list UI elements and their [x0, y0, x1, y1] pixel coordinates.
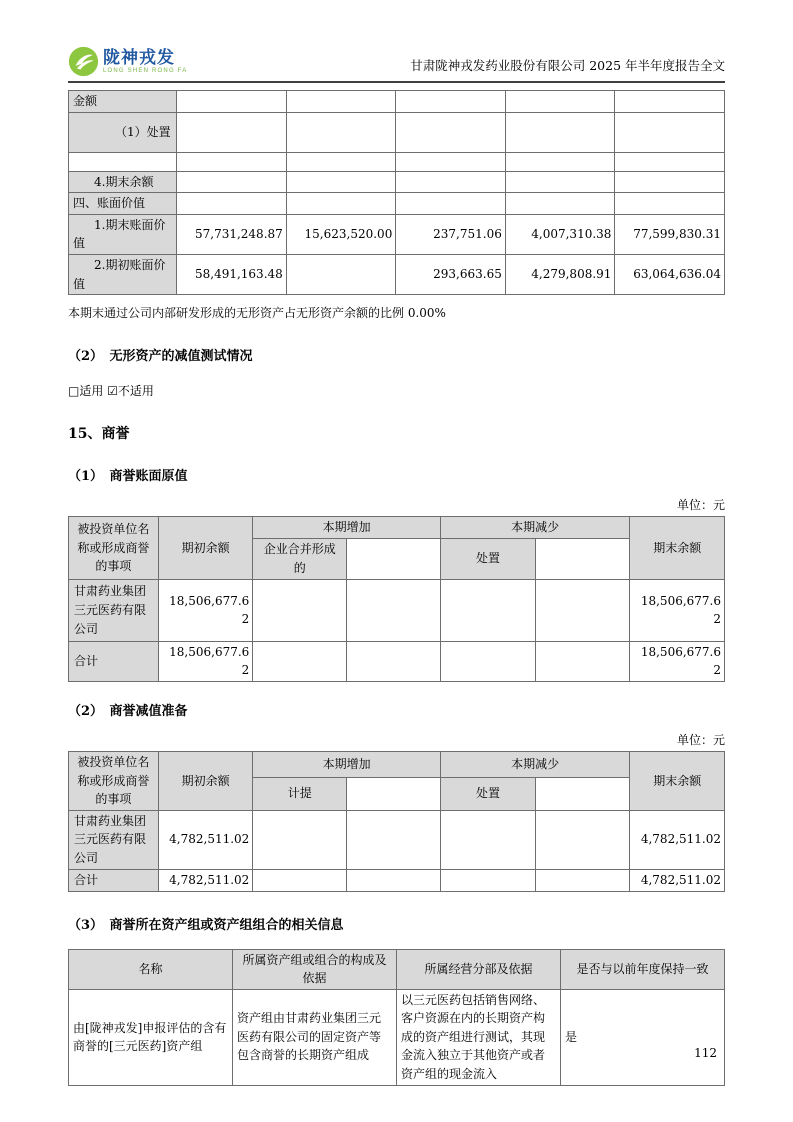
amount-cell — [177, 152, 287, 171]
amount-cell — [440, 641, 535, 681]
amount-cell: 57,731,248.87 — [177, 214, 287, 254]
amount-cell — [253, 869, 347, 891]
goodwill-cost-table — [68, 516, 725, 682]
amount-cell: 237,751.06 — [396, 214, 506, 254]
rd-ratio-note: 本期末通过公司内部研发形成的无形资产占无形资产余额的比例 0.00% — [68, 306, 446, 321]
logo-bird-icon — [68, 46, 99, 77]
amount-cell — [505, 91, 615, 113]
table-row — [69, 152, 725, 171]
amount-cell: 4,279,808.91 — [505, 254, 615, 294]
applicability-line: □适用 ☑不适用 — [68, 384, 154, 399]
row-label-cell: 四、账面价值 — [69, 193, 177, 215]
amount-cell: 63,064,636.04 — [615, 254, 725, 294]
amount-cell — [253, 641, 347, 681]
table-header-row — [69, 751, 725, 777]
amount-cell — [253, 810, 347, 869]
document-title: 甘肃陇神戎发药业股份有限公司 2025 年半年度报告全文 — [410, 58, 725, 73]
heading-goodwill-impairment: （2） 商誉减值准备 — [68, 703, 188, 719]
amount-cell — [505, 112, 615, 152]
row-label-cell: 甘肃药业集团三元医药有限公司 — [69, 579, 159, 641]
amount-cell: 4,782,511.02 — [630, 810, 725, 869]
row-label-cell: 金额 — [69, 91, 177, 113]
amount-cell — [505, 152, 615, 171]
amount-cell — [396, 171, 506, 193]
amount-cell — [536, 641, 630, 681]
cell-asset-group-segment: 以三元医药包括销售网络、客户资源在内的长期资产构成的资产组进行测试，其现金流入独立于其他资产或者资产组的现金流入 — [397, 989, 561, 1085]
header-cell-opening: 期初余额 — [158, 517, 252, 580]
subheader-cell: 处置 — [440, 777, 535, 810]
header-cell-opening: 期初余额 — [158, 751, 252, 810]
cell-asset-group-consistency: 是 — [561, 989, 725, 1085]
amount-cell — [505, 193, 615, 215]
heading-goodwill-cost: （1） 商誉账面原值 — [68, 469, 188, 485]
amount-cell: 4,007,310.38 — [505, 214, 615, 254]
row-label-cell: 甘肃药业集团三元医药有限公司 — [69, 810, 159, 869]
amount-cell — [440, 810, 535, 869]
amount-cell: 4,782,511.02 — [158, 869, 252, 891]
subheader-cell: 处置 — [440, 538, 535, 579]
amount-cell — [347, 810, 441, 869]
subheader-cell-empty — [536, 538, 630, 579]
table-header-row — [69, 517, 725, 539]
table-row — [69, 171, 725, 193]
header-cell-increase: 本期增加 — [253, 751, 441, 777]
header-cell-closing: 期末余额 — [630, 751, 725, 810]
subheader-cell-empty — [347, 538, 441, 579]
table-row — [69, 112, 725, 152]
amount-cell — [615, 193, 725, 215]
header-cell-composition: 所属资产组或组合的构成及依据 — [233, 949, 397, 989]
heading-asset-group: （3） 商誉所在资产组或资产组组合的相关信息 — [68, 917, 344, 933]
amount-cell — [440, 579, 535, 641]
amount-cell: 18,506,677.62 — [158, 641, 252, 681]
amount-cell — [253, 579, 347, 641]
amount-cell — [396, 193, 506, 215]
amount-cell — [615, 91, 725, 113]
row-label-cell — [69, 152, 177, 171]
header-cell-name: 名称 — [69, 949, 233, 989]
subheader-cell-empty — [536, 777, 630, 810]
amount-cell — [396, 152, 506, 171]
amount-cell — [536, 869, 630, 891]
header-cell-entity: 被投资单位名称或形成商誉的事项 — [69, 751, 159, 810]
amount-cell — [396, 91, 506, 113]
amount-cell — [347, 579, 441, 641]
table-row — [69, 193, 725, 215]
amount-cell — [615, 171, 725, 193]
amount-cell: 4,782,511.02 — [630, 869, 725, 891]
amount-cell — [536, 579, 630, 641]
amount-cell — [536, 810, 630, 869]
row-label-cell: 合计 — [69, 641, 159, 681]
amount-cell: 293,663.65 — [396, 254, 506, 294]
header-cell-decrease: 本期减少 — [440, 517, 630, 539]
asset-group-table — [68, 949, 725, 1086]
amount-cell — [615, 152, 725, 171]
amount-cell: 4,782,511.02 — [158, 810, 252, 869]
header-cell-closing: 期末余额 — [630, 517, 725, 580]
table-row — [69, 810, 725, 869]
amount-cell — [177, 91, 287, 113]
amount-cell — [396, 112, 506, 152]
row-label-cell: 合计 — [69, 869, 159, 891]
intangible-assets-table — [68, 90, 725, 295]
page-number: 112 — [694, 1046, 717, 1060]
row-label-cell: 2.期初账面价值 — [69, 254, 177, 294]
subheader-cell: 计提 — [253, 777, 347, 810]
unit-label: 单位：元 — [676, 498, 725, 513]
company-logo — [68, 46, 187, 77]
amount-cell — [440, 869, 535, 891]
amount-cell: 18,506,677.62 — [158, 579, 252, 641]
header-cell-consistency: 是否与以前年度保持一致 — [561, 949, 725, 989]
amount-cell: 15,623,520.00 — [286, 214, 396, 254]
table-row — [69, 91, 725, 113]
subheader-cell-empty — [347, 777, 441, 810]
amount-cell — [286, 254, 396, 294]
amount-cell: 77,599,830.31 — [615, 214, 725, 254]
amount-cell — [286, 171, 396, 193]
table-header-row — [69, 949, 725, 989]
amount-cell — [347, 641, 441, 681]
amount-cell — [286, 152, 396, 171]
goodwill-impairment-table — [68, 751, 725, 892]
table-row — [69, 989, 725, 1085]
heading-impairment-test: （2） 无形资产的减值测试情况 — [68, 349, 253, 365]
brand-name-en: LONG SHEN RONG FA — [103, 68, 188, 74]
table-total-row — [69, 869, 725, 891]
table-total-row — [69, 641, 725, 681]
page-header — [68, 46, 725, 83]
brand-text — [103, 49, 187, 74]
row-label-cell: （1）处置 — [69, 112, 177, 152]
row-label-cell: 1.期末账面价值 — [69, 214, 177, 254]
subheader-cell: 企业合并形成的 — [253, 538, 347, 579]
table-row — [69, 214, 725, 254]
amount-cell: 58,491,163.48 — [177, 254, 287, 294]
amount-cell — [177, 112, 287, 152]
table-row — [69, 579, 725, 641]
header-cell-entity: 被投资单位名称或形成商誉的事项 — [69, 517, 159, 580]
amount-cell — [615, 112, 725, 152]
brand-name-cn: 陇神戎发 — [103, 48, 175, 67]
amount-cell — [347, 869, 441, 891]
amount-cell — [177, 193, 287, 215]
amount-cell — [177, 171, 287, 193]
cell-asset-group-name: 由[陇神戎发]申报评估的含有商誉的[三元医药]资产组 — [69, 989, 233, 1085]
table-row — [69, 254, 725, 294]
amount-cell — [505, 171, 615, 193]
unit-label: 单位：元 — [676, 732, 725, 747]
header-cell-decrease: 本期减少 — [440, 751, 630, 777]
amount-cell: 18,506,677.62 — [630, 641, 725, 681]
row-label-cell: 4.期末余额 — [69, 171, 177, 193]
header-cell-segment: 所属经营分部及依据 — [397, 949, 561, 989]
cell-asset-group-composition: 资产组由甘肃药业集团三元医药有限公司的固定资产等包含商誉的长期资产组成 — [233, 989, 397, 1085]
amount-cell — [286, 193, 396, 215]
heading-goodwill: 15、商誉 — [68, 426, 130, 443]
amount-cell — [286, 91, 396, 113]
header-cell-increase: 本期增加 — [253, 517, 441, 539]
amount-cell: 18,506,677.62 — [630, 579, 725, 641]
amount-cell — [286, 112, 396, 152]
